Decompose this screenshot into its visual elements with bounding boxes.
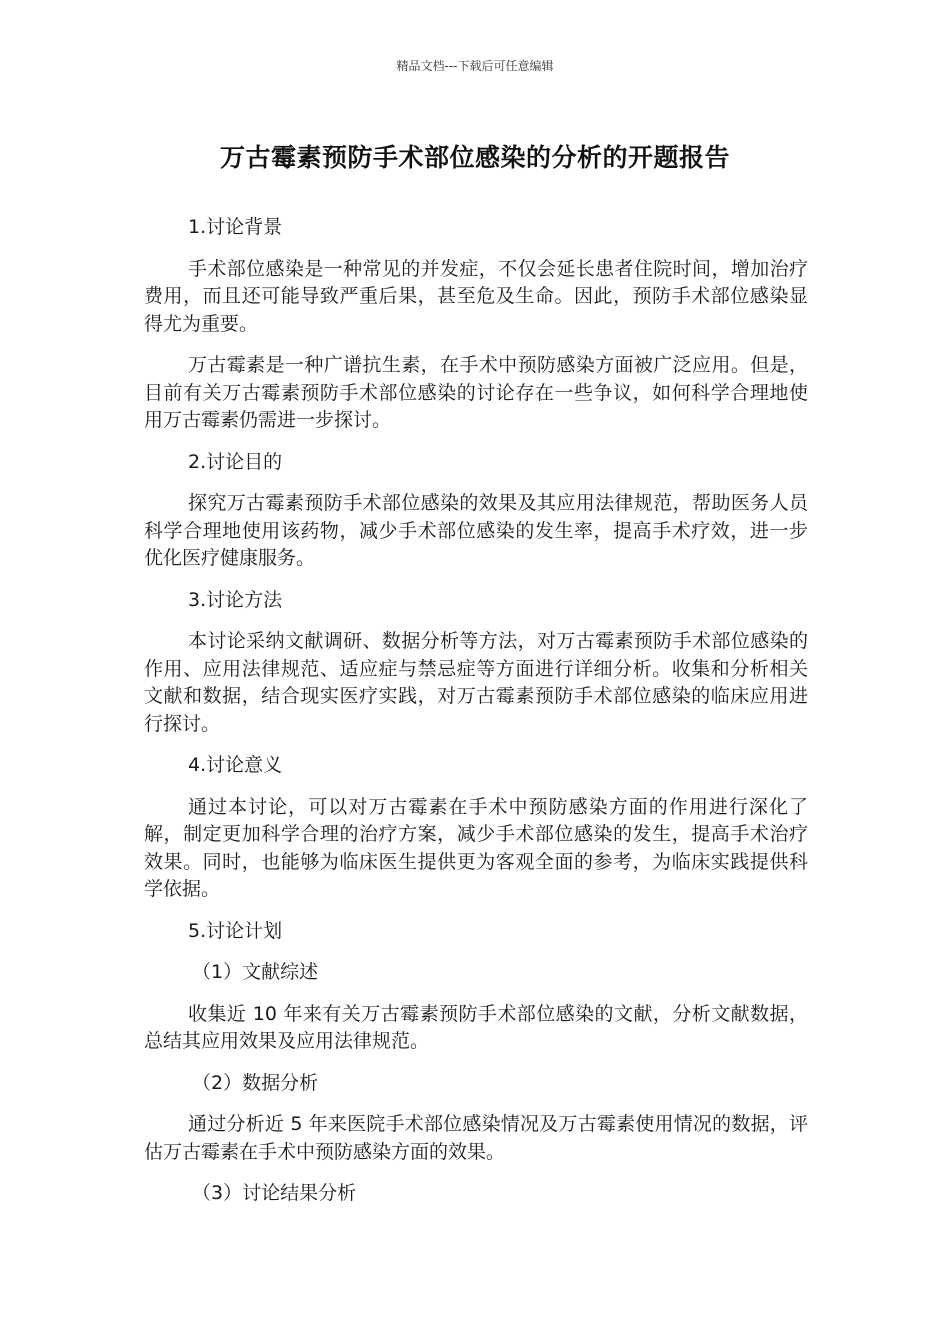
section-heading: 3.讨论方法: [188, 588, 283, 611]
paragraph: 万古霉素是一种广谱抗生素，在手术中预防感染方面被广泛应用。但是，目前有关万古霉素预防手术部位感染的讨论存在一些争议，如何科学合理地使用万古霉素仍需进一步探讨。: [144, 354, 808, 431]
subsection-heading: （3）讨论结果分析: [192, 1182, 357, 1204]
paragraph: 收集近 10 年来有关万古霉素预防手术部位感染的文献，分析文献数据，总结其应用效果及应用法律规范。: [144, 1002, 808, 1052]
paragraph: 探究万古霉素预防手术部位感染的效果及其应用法律规范，帮助医务人员科学合理地使用该药物，减少手术部位感染的发生率，提高手术疗效，进一步优化医疗健康服务。: [144, 492, 808, 569]
document-title: 万古霉素预防手术部位感染的分析的开题报告: [219, 143, 730, 172]
subsection-heading: （2）数据分析: [192, 1071, 319, 1094]
document-body: [144, 214, 808, 1222]
paragraph: 手术部位感染是一种常见的并发症，不仅会延长患者住院时间，增加治疗费用，而且还可能导致严重后果，甚至危及生命。因此，预防手术部位感染显得尤为重要。: [144, 257, 808, 335]
section-heading: 1.讨论背景: [188, 216, 283, 238]
section-heading: 2.讨论目的: [188, 450, 283, 473]
page-header: 精品文档---下载后可任意编辑: [396, 59, 554, 73]
paragraph: 通过分析近 5 年来医院手术部位感染情况及万古霉素使用情况的数据，评估万古霉素在手术中预防感染方面的效果。: [144, 1113, 808, 1163]
section-heading: 5.讨论计划: [188, 919, 283, 942]
paragraph: 本讨论采纳文献调研、数据分析等方法，对万古霉素预防手术部位感染的作用、应用法律规范、适应症与禁忌症等方面进行详细分析。收集和分析相关文献和数据，结合现实医疗实践，对万古霉素预防手术部位感染的临床应用进行探讨。: [144, 630, 808, 735]
section-heading: 4.讨论意义: [188, 754, 283, 776]
paragraph: 通过本讨论，可以对万古霉素在手术中预防感染方面的作用进行深化了解，制定更加科学合理的治疗方案，减少手术部位感染的发生，提高手术治疗效果。同时，也能够为临床医生提供更为客观全面的参考，为临床实践提供科学依据。: [144, 795, 808, 900]
subsection-heading: （1）文献综述: [192, 961, 319, 983]
